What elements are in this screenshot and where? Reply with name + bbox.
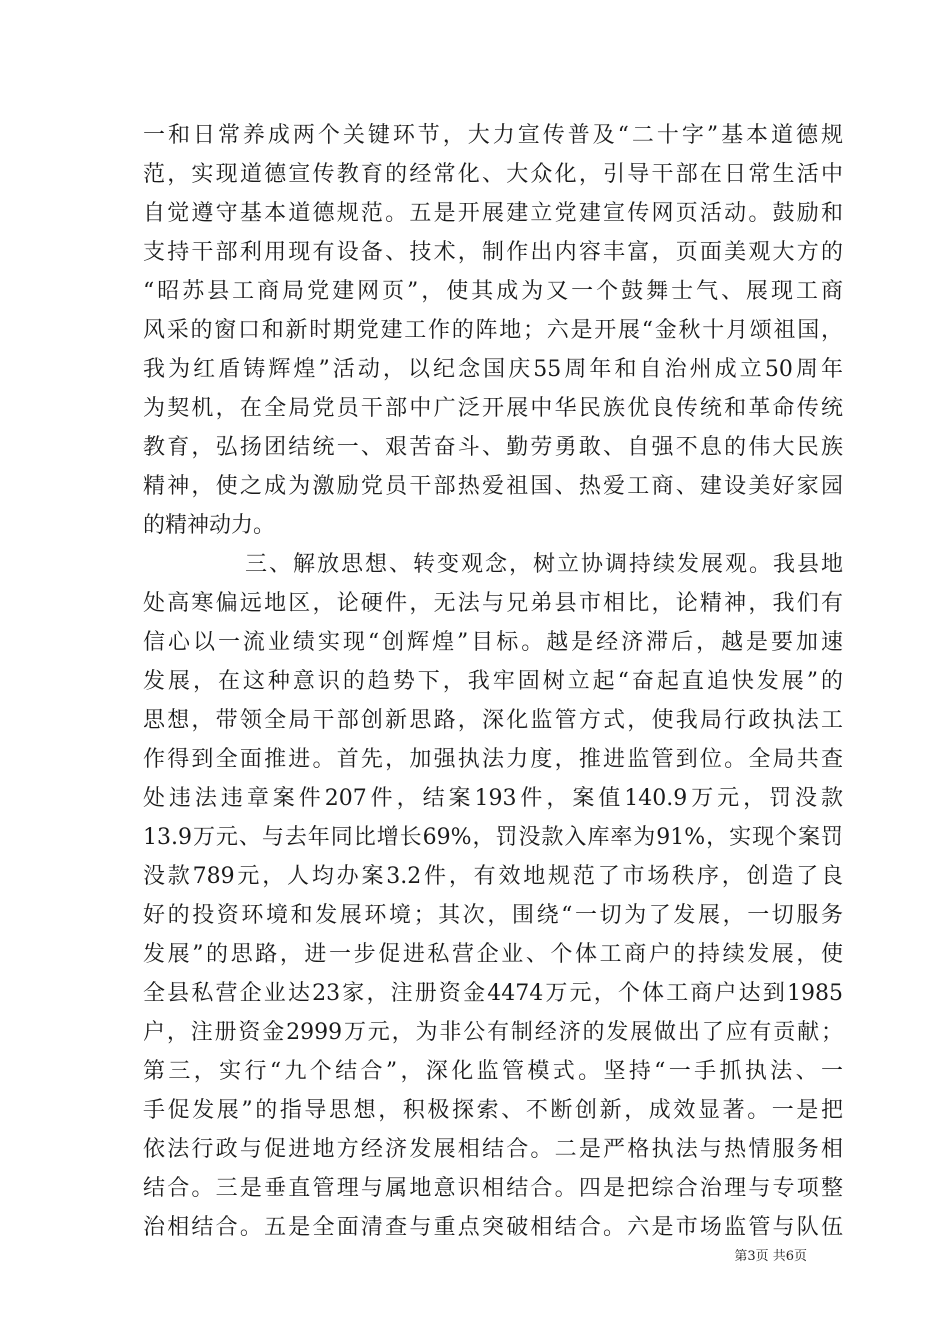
text-line-8: 为契机，在全局党员干部中广泛开展中华民族优良传统和革命传统 — [143, 396, 843, 421]
text-line-16: 思想，带领全局干部创新思路，深化监管方式，使我局行政执法工 — [143, 708, 843, 733]
text-line-18: 处违法违章案件207件，结案193件，案值140.9万元，罚没款 — [143, 786, 843, 811]
text-line-5: “昭苏县工商局党建网页”，使其成为又一个鼓舞士气、展现工商 — [143, 279, 843, 304]
text-line-1: 一和日常养成两个关键环节，大力宣传普及“二十字”基本道德规 — [143, 123, 843, 148]
text-line-13: 处高寒偏远地区，论硬件，无法与兄弟县市相比，论精神，我们有 — [143, 591, 843, 616]
text-line-20: 没款789元，人均办案3.2件，有效地规范了市场秩序，创造了良 — [143, 864, 843, 889]
text-line-2: 范，实现道德宣传教育的经常化、大众化，引导干部在日常生活中 — [143, 162, 843, 187]
text-line-17: 作得到全面推进。首先，加强执法力度，推进监管到位。全局共查 — [143, 747, 843, 772]
text-line-27: 依法行政与促进地方经济发展相结合。二是严格执法与热情服务相 — [143, 1137, 843, 1162]
text-line-7: 我为红盾铸辉煌”活动，以纪念国庆55周年和自治州成立50周年 — [143, 357, 843, 382]
text-line-22: 发展”的思路，进一步促进私营企业、个体工商户的持续发展，使 — [143, 942, 843, 967]
text-line-11: 的精神动力。 — [143, 513, 276, 538]
text-line-10: 精神，使之成为激励党员干部热爱祖国、热爱工商、建设美好家园 — [143, 474, 843, 499]
text-line-19: 13.9万元、与去年同比增长69%，罚没款入库率为91%，实现个案罚 — [143, 825, 843, 850]
text-line-29: 治相结合。五是全面清查与重点突破相结合。六是市场监管与队伍 — [143, 1215, 843, 1240]
text-line-24: 户，注册资金2999万元，为非公有制经济的发展做出了应有贡献； — [143, 1020, 843, 1045]
text-line-4: 支持干部利用现有设备、技术，制作出内容丰富，页面美观大方的 — [143, 240, 843, 265]
text-line-14: 信心以一流业绩实现“创辉煌”目标。越是经济滞后，越是要加速 — [143, 630, 843, 655]
text-line-23: 全县私营企业达23家，注册资金4474万元，个体工商户达到1985 — [143, 981, 843, 1006]
text-line-21: 好的投资环境和发展环境；其次，围绕“一切为了发展，一切服务 — [143, 903, 843, 928]
text-line-25: 第三，实行“九个结合”，深化监管模式。坚持“一手抓执法、一 — [143, 1059, 843, 1084]
text-line-28: 结合。三是垂直管理与属地意识相结合。四是把综合治理与专项整 — [143, 1176, 843, 1201]
text-line-6: 风采的窗口和新时期党建工作的阵地；六是开展“金秋十月颂祖国， — [143, 318, 843, 343]
section-heading-line: 三、解放思想、转变观念，树立协调持续发展观。我县地 — [245, 552, 843, 577]
text-line-9: 教育，弘扬团结统一、艰苦奋斗、勤劳勇敢、自强不息的伟大民族 — [143, 435, 843, 460]
text-line-15: 发展，在这种意识的趋势下，我牢固树立起“奋起直追快发展”的 — [143, 669, 843, 694]
text-line-26: 手促发展”的指导思想，积极探索、不断创新，成效显著。一是把 — [143, 1098, 843, 1123]
page-footer: 第3页 共6页 — [734, 1249, 807, 1264]
text-line-3: 自觉遵守基本道德规范。五是开展建立党建宣传网页活动。鼓励和 — [143, 201, 843, 226]
